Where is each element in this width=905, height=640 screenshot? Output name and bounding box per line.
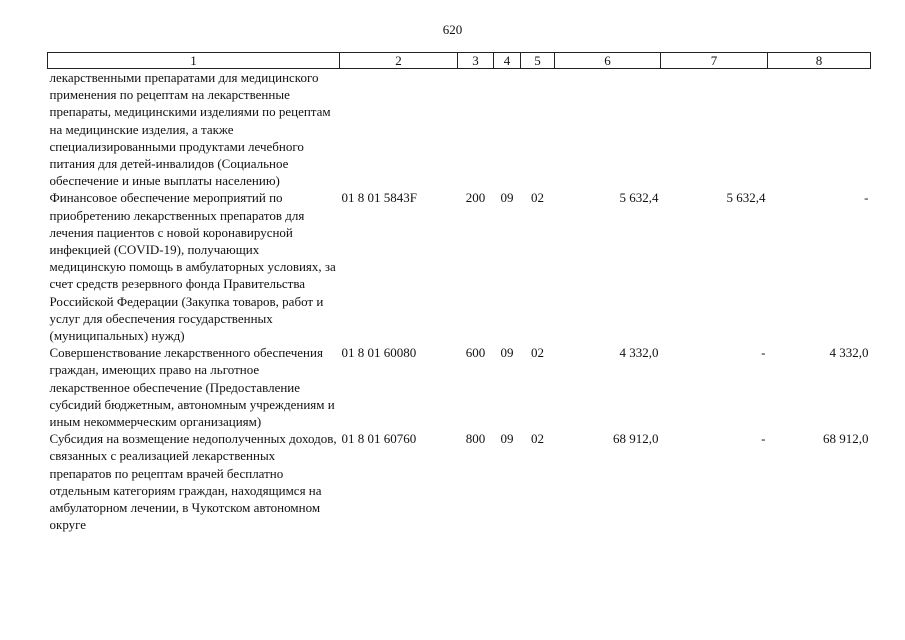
column-header: 4 [494,53,521,69]
row-sum-col7: - [761,431,766,447]
row-expense-type [458,69,494,190]
row-subsection [521,69,555,190]
row-sum-col8: 4 332,0 [829,345,869,361]
row-sum-col8 [768,69,871,190]
row-name: лекарственными препаратами для медицинского применения по рецептам на лекарственные препараты, медицинскими изделиями по рецептам на медицинские изделия, а также специализированными продуктами лечебного питания для детей-инвалидов (Социальное обеспечение и иные выплаты населению) [49,70,331,189]
column-header: 6 [555,53,661,69]
table-row [48,344,871,430]
row-name: Финансовое обеспечение мероприятий по приобретению лекарственных препаратов для лечения пациентов с новой коронавирусной инфекцией (COVID-19), получающих медицинскую помощь в амбулаторных условиях, за счет средств резервного фонда Правительства Российской Федерации (Закупка товаров, работ и услуг для обеспечения государственных (муниципальных) нужд) [49,190,336,344]
row-section: 09 [500,345,514,361]
row-section: 09 [500,431,514,447]
row-expense-type: 800 [465,431,486,447]
column-header: 1 [48,53,340,69]
budget-table [47,52,871,533]
table-header-row [48,53,871,69]
row-expense-type: 600 [465,345,486,361]
row-sum-col7: 5 632,4 [726,190,766,206]
row-name: Субсидия на возмещение недополученных доходов, связанных с реализацией лекарственных препаратов по рецептам врачей бесплатно отдельным категориям граждан, находящимся на амбулаторном лечении, в Чукотском автономном округе [49,431,337,533]
column-header: 3 [458,53,494,69]
row-sum-total [555,69,661,190]
row-expense-type: 200 [465,190,486,206]
column-header: 5 [521,53,555,69]
row-sum-col7: - [761,345,766,361]
row-subsection: 02 [531,431,544,447]
row-section [494,69,521,190]
row-name: Совершенствование лекарственного обеспечения граждан, имеющих право на льготное лекарственное обеспечение (Предоставление субсидий бюджетным, автономным учреждениям и иным некоммерческим организациям) [49,345,335,430]
row-sum-total: 5 632,4 [619,190,659,206]
row-sum-col8: 68 912,0 [823,431,869,447]
row-sum-col8: - [864,190,869,206]
column-header: 8 [768,53,871,69]
row-sum-col7 [661,69,768,190]
row-code: 01 8 01 5843F [341,190,417,206]
row-subsection: 02 [531,190,544,206]
column-header: 7 [661,53,768,69]
page-number: 620 [442,22,463,37]
row-code: 01 8 01 60080 [341,345,417,361]
table-row [48,189,871,344]
row-subsection: 02 [531,345,544,361]
table-row [48,430,871,533]
row-code: 01 8 01 60760 [341,431,417,447]
column-header: 2 [340,53,458,69]
table-row [48,69,871,190]
row-sum-total: 4 332,0 [619,345,659,361]
row-sum-total: 68 912,0 [613,431,659,447]
row-section: 09 [500,190,514,206]
row-code [340,69,458,190]
